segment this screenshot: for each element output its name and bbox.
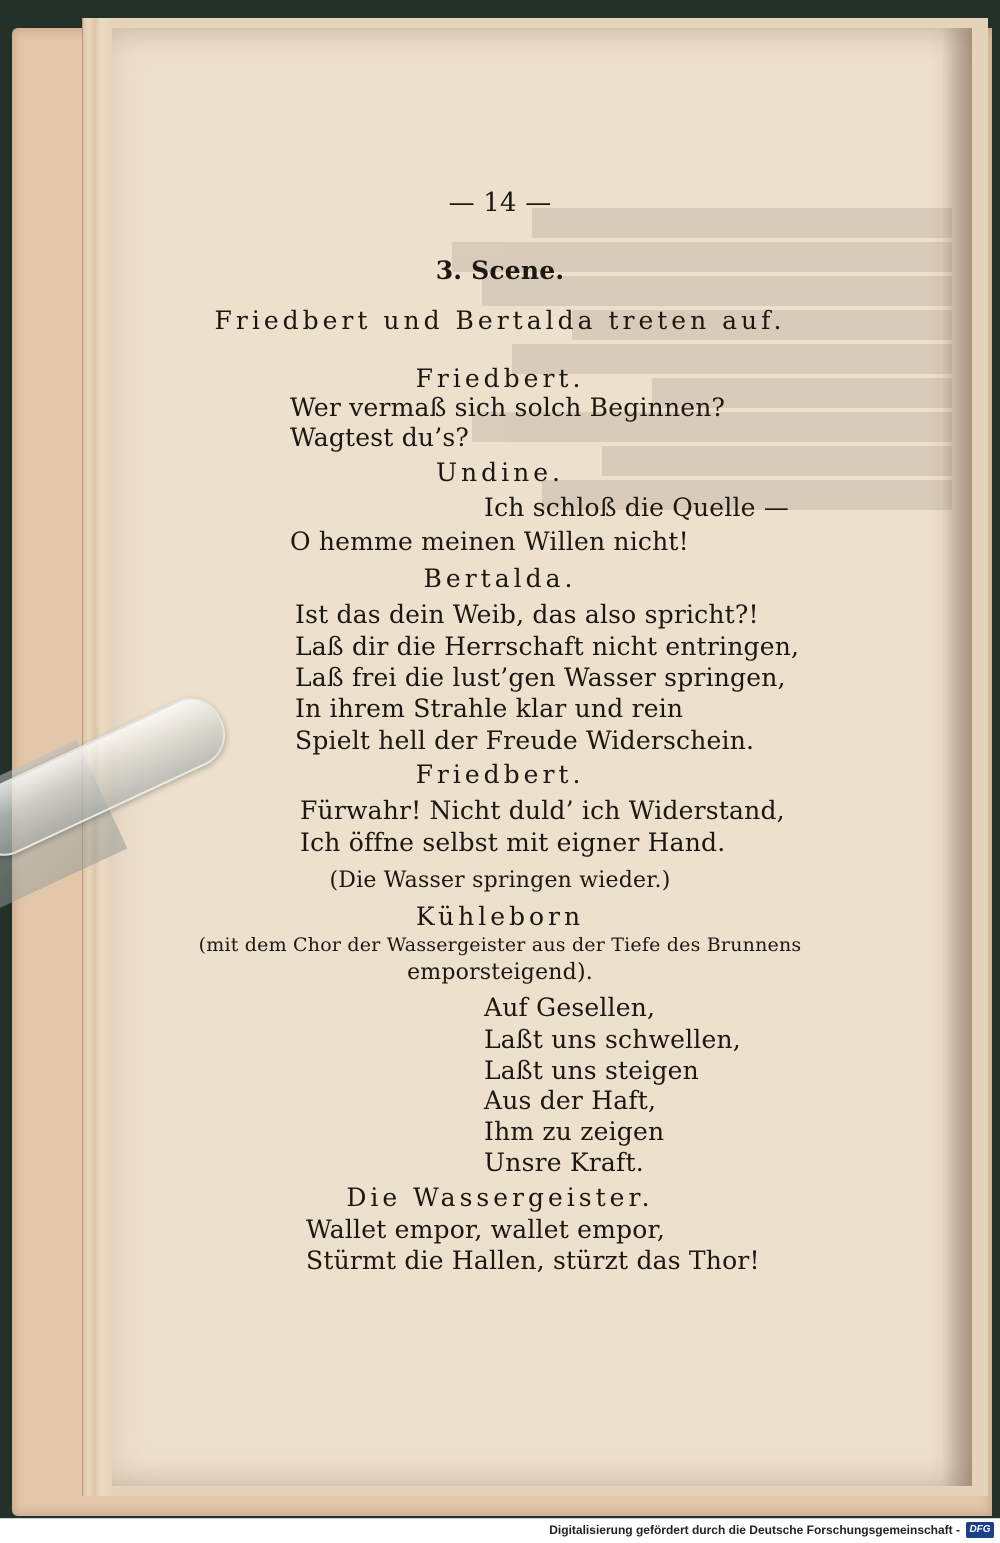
verse-line: Wallet empor, wallet empor, [306, 1215, 666, 1244]
stage-direction: (mit dem Chor der Wassergeister aus der Tiefe des Brunnens [198, 934, 802, 956]
digitization-footer [0, 1518, 1000, 1543]
verse-line: Ich schloß die Quelle — [484, 493, 790, 522]
verse-line: In ihrem Strahle klar und rein [295, 694, 684, 723]
verse-line: Laßt uns steigen [484, 1056, 699, 1085]
verse-line: Laß frei die lust’gen Wasser springen, [295, 663, 786, 692]
stage-direction-intro: Friedbert und Bertalda treten auf. [214, 306, 786, 335]
dfg-logo-icon: DFG [966, 1522, 994, 1538]
verse-line: O hemme meinen Willen nicht! [290, 527, 689, 556]
verse-line: Stürmt die Hallen, stürzt das Thor! [306, 1246, 760, 1275]
page-gutter-shadow [942, 28, 972, 1486]
verse-line: Unsre Kraft. [484, 1148, 644, 1177]
verse-line: Auf Gesellen, [484, 993, 656, 1022]
verse-line: Spielt hell der Freude Widerschein. [295, 726, 755, 755]
speaker-name: Die Wassergeister. [346, 1183, 654, 1212]
speaker-name: Bertalda. [423, 564, 577, 593]
speaker-name: Friedbert. [415, 364, 585, 393]
scene-heading: 3. Scene. [435, 256, 565, 285]
page-number: — 14 — [448, 188, 552, 218]
verse-line: Laßt uns schwellen, [484, 1025, 741, 1054]
verse-line: Laß dir die Herrschaft nicht entringen, [295, 632, 800, 661]
stage-direction: emporsteigend). [407, 960, 593, 985]
footer-credit: Digitalisierung gefördert durch die Deutsche Forschungsgemeinschaft - [549, 1523, 960, 1537]
verse-line: Ist das dein Weib, das also spricht?! [295, 600, 759, 629]
verse-line: Ihm zu zeigen [484, 1117, 665, 1146]
speaker-name: Friedbert. [415, 760, 585, 789]
verse-line: Aus der Haft, [484, 1086, 657, 1115]
verse-line: Fürwahr! Nicht duld’ ich Widerstand, [300, 796, 785, 825]
verse-line: Wagtest du’s? [290, 423, 469, 452]
speaker-name: Kühleborn [415, 902, 585, 931]
stage-direction: (Die Wasser springen wieder.) [329, 868, 671, 893]
verse-line: Wer vermaß sich solch Beginnen? [290, 393, 726, 422]
verse-line: Ich öffne selbst mit eigner Hand. [300, 828, 726, 857]
speaker-name: Undine. [435, 458, 564, 487]
